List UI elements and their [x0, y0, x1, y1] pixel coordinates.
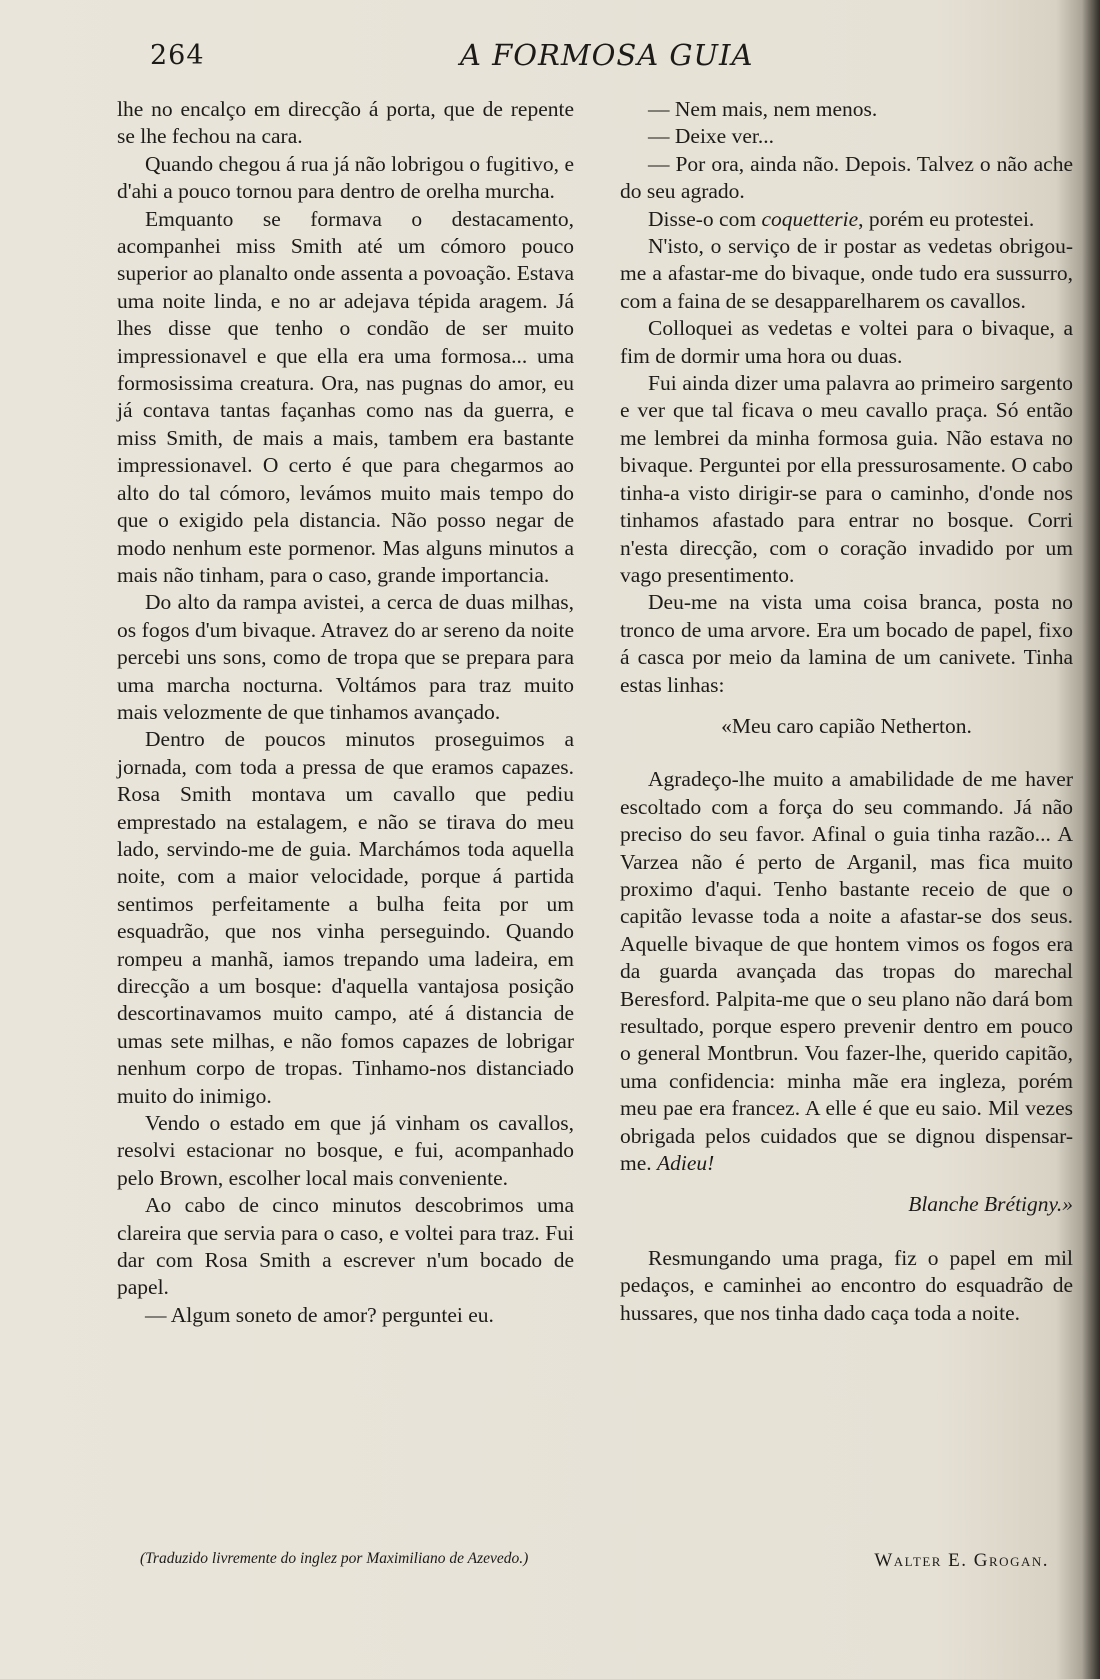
paragraph: Ao cabo de cinco minutos descobrimos uma clareira que servia para o caso, e voltei para traz. Fui dar com Rosa Smith a escrever n'um bocado de papel. [117, 1193, 574, 1300]
page-footer [140, 1548, 1075, 1578]
page-number: 264 [150, 40, 205, 71]
left-column [117, 96, 574, 1329]
text-run: Disse-o com [648, 206, 762, 231]
letter-signature: Blanche Brétigny.» [908, 1192, 1073, 1217]
paragraph: Dentro de poucos minutos proseguimos a jornada, com toda a pressa de que eramos capazes. Rosa Smith montava um cavallo que pediu emprestado na estalagem, e não se tirava do meu lado, servindo-me de guia. Marchámos toda aquella noite, com a maior velocidade, porque á partida sentimos perfeitamente a bulha feita por um esquadrão, que nos vinha perseguindo. Quando rompeu a manhã, iamos trepando uma ladeira, em direcção a um bosque: d'aquella vantajosa posição descortinavamos muito campo, até á distancia de umas sete milhas, e não fomos capazes de lobrigar nenhum corpo de tropas. Tinhamo-nos distanciado muito do inimigo. [117, 727, 574, 1108]
paragraph [620, 206, 1073, 233]
page-edge-shadow [1082, 0, 1100, 1679]
paragraph: N'isto, o serviço de ir postar as vedetas obrigou-me a afastar-me do bivaque, onde tudo era sussurro, com a faina de se desapparelharem os cavallos. [620, 234, 1073, 313]
paragraph: Do alto da rampa avistei, a cerca de duas milhas, os fogos d'um bivaque. Atravez do ar sereno da noite percebi uns sons, como de tropa que se prepara para uma marcha nocturna. Voltámos para traz muito mais velozmente de que tinhamos avançado. [117, 590, 574, 724]
text-run: Agradeço-lhe muito a amabilidade de me haver escoltado com a força do seu commando. Já não preciso do seu favor. Afinal o guia tinha razão... A Varzea não é perto de Arganil, mas fica muito proximo d'aqui. Tenho bastante receio de que o capitão levasse toda a noite a afastar-se dos seus. Aquelle bivaque de que hontem vimos os fogos era da guarda avançada das tropas do marechal Beresford. Palpita-me que o seu plano não dará bom resultado, porque espero prevenir dentro em pouco o general Montbrun. Vou fazer-lhe, querido capitão, uma confidencia: minha mãe era ingleza, porém meu pae era francez. A elle é que eu saio. Mil vezes obrigada pelos cuidados que se dignou dispensar-me. [620, 767, 1073, 1176]
dialog-line: — Nem mais, nem menos. [648, 97, 878, 121]
paragraph: Vendo o estado em que já vinham os cavallos, resolvi estacionar no bosque, e fui, acompanhado pelo Brown, escolher local mais conveniente. [117, 1111, 574, 1190]
letter-salutation: «Meu caro capião Netherton. [721, 713, 972, 738]
dialog-line: — Deixe ver... [648, 124, 774, 149]
paragraph: Colloquei as vedetas e voltei para o bivaque, a fim de dormir uma hora ou duas. [620, 316, 1073, 368]
text-run: , porém eu protestei. [858, 206, 1035, 231]
translator-note: (Traduzido livremente do inglez por Maximiliano de Azevedo.) [140, 1550, 529, 1567]
page-header [150, 38, 754, 78]
letter-body [620, 766, 1073, 1177]
italic-word: coquetterie [761, 206, 859, 231]
author-name: Walter E. Grogan. [874, 1550, 1049, 1571]
paragraph: Resmungando uma praga, fiz o papel em mil pedaços, e caminhei ao encontro do esquadrão de hussares, que nos tinha dado caça toda a noite. [620, 1245, 1073, 1325]
paragraph: Deu-me na vista uma coisa branca, posta no tronco de uma arvore. Era um bocado de papel, fixo á casca por meio da lamina de um canivete. Tinha estas linhas: [620, 590, 1073, 697]
paragraph: Fui ainda dizer uma palavra ao primeiro sargento e ver que tal ficava o meu cavallo praça. Só então me lembrei da minha formosa guia. Não estava no bivaque. Perguntei por ella pressurosamente. O cabo tinha-a visto dirigir-se para o caminho, d'onde nos tinhamos afastado para entrar no bosque. Corri n'esta direcção, com o coração invadido por um vago presentimento. [620, 371, 1073, 587]
running-title: A FORMOSA GUIA [460, 38, 754, 72]
right-column [620, 96, 1073, 1327]
paragraph: lhe no encalço em direcção á porta, que de repente se lhe fechou na cara. [117, 97, 574, 149]
paragraph: Emquanto se formava o destacamento, acompanhei miss Smith até um cómoro pouco superior ao planalto onde assenta a povoação. Estava uma noite linda, e no ar adejava tépida aragem. Já lhes disse que tenho o condão de ser muito impressionavel e que ella era uma formosa... uma formosissima creatura. Ora, nas pugnas do amor, eu já contava tantas façanhas como nas da guerra, e miss Smith, de mais a mais, tambem era bastante impressionavel. O certo é que para chegarmos ao alto do tal cómoro, levámos muito mais tempo do que o exigido pela distancia. Não posso negar de modo nenhum este pormenor. Mas alguns minutos a mais não tinham, para o caso, grande importancia. [117, 206, 574, 587]
paragraph: Quando chegou á rua já não lobrigou o fugitivo, e d'ahi a pouco tornou para dentro de orelha murcha. [117, 151, 574, 204]
dialog-line: — Algum soneto de amor? perguntei eu. [145, 1302, 494, 1327]
italic-word: Adieu! [657, 1151, 715, 1176]
dialog-line: — Por ora, ainda não. Depois. Talvez o não ache do seu agrado. [620, 151, 1073, 204]
